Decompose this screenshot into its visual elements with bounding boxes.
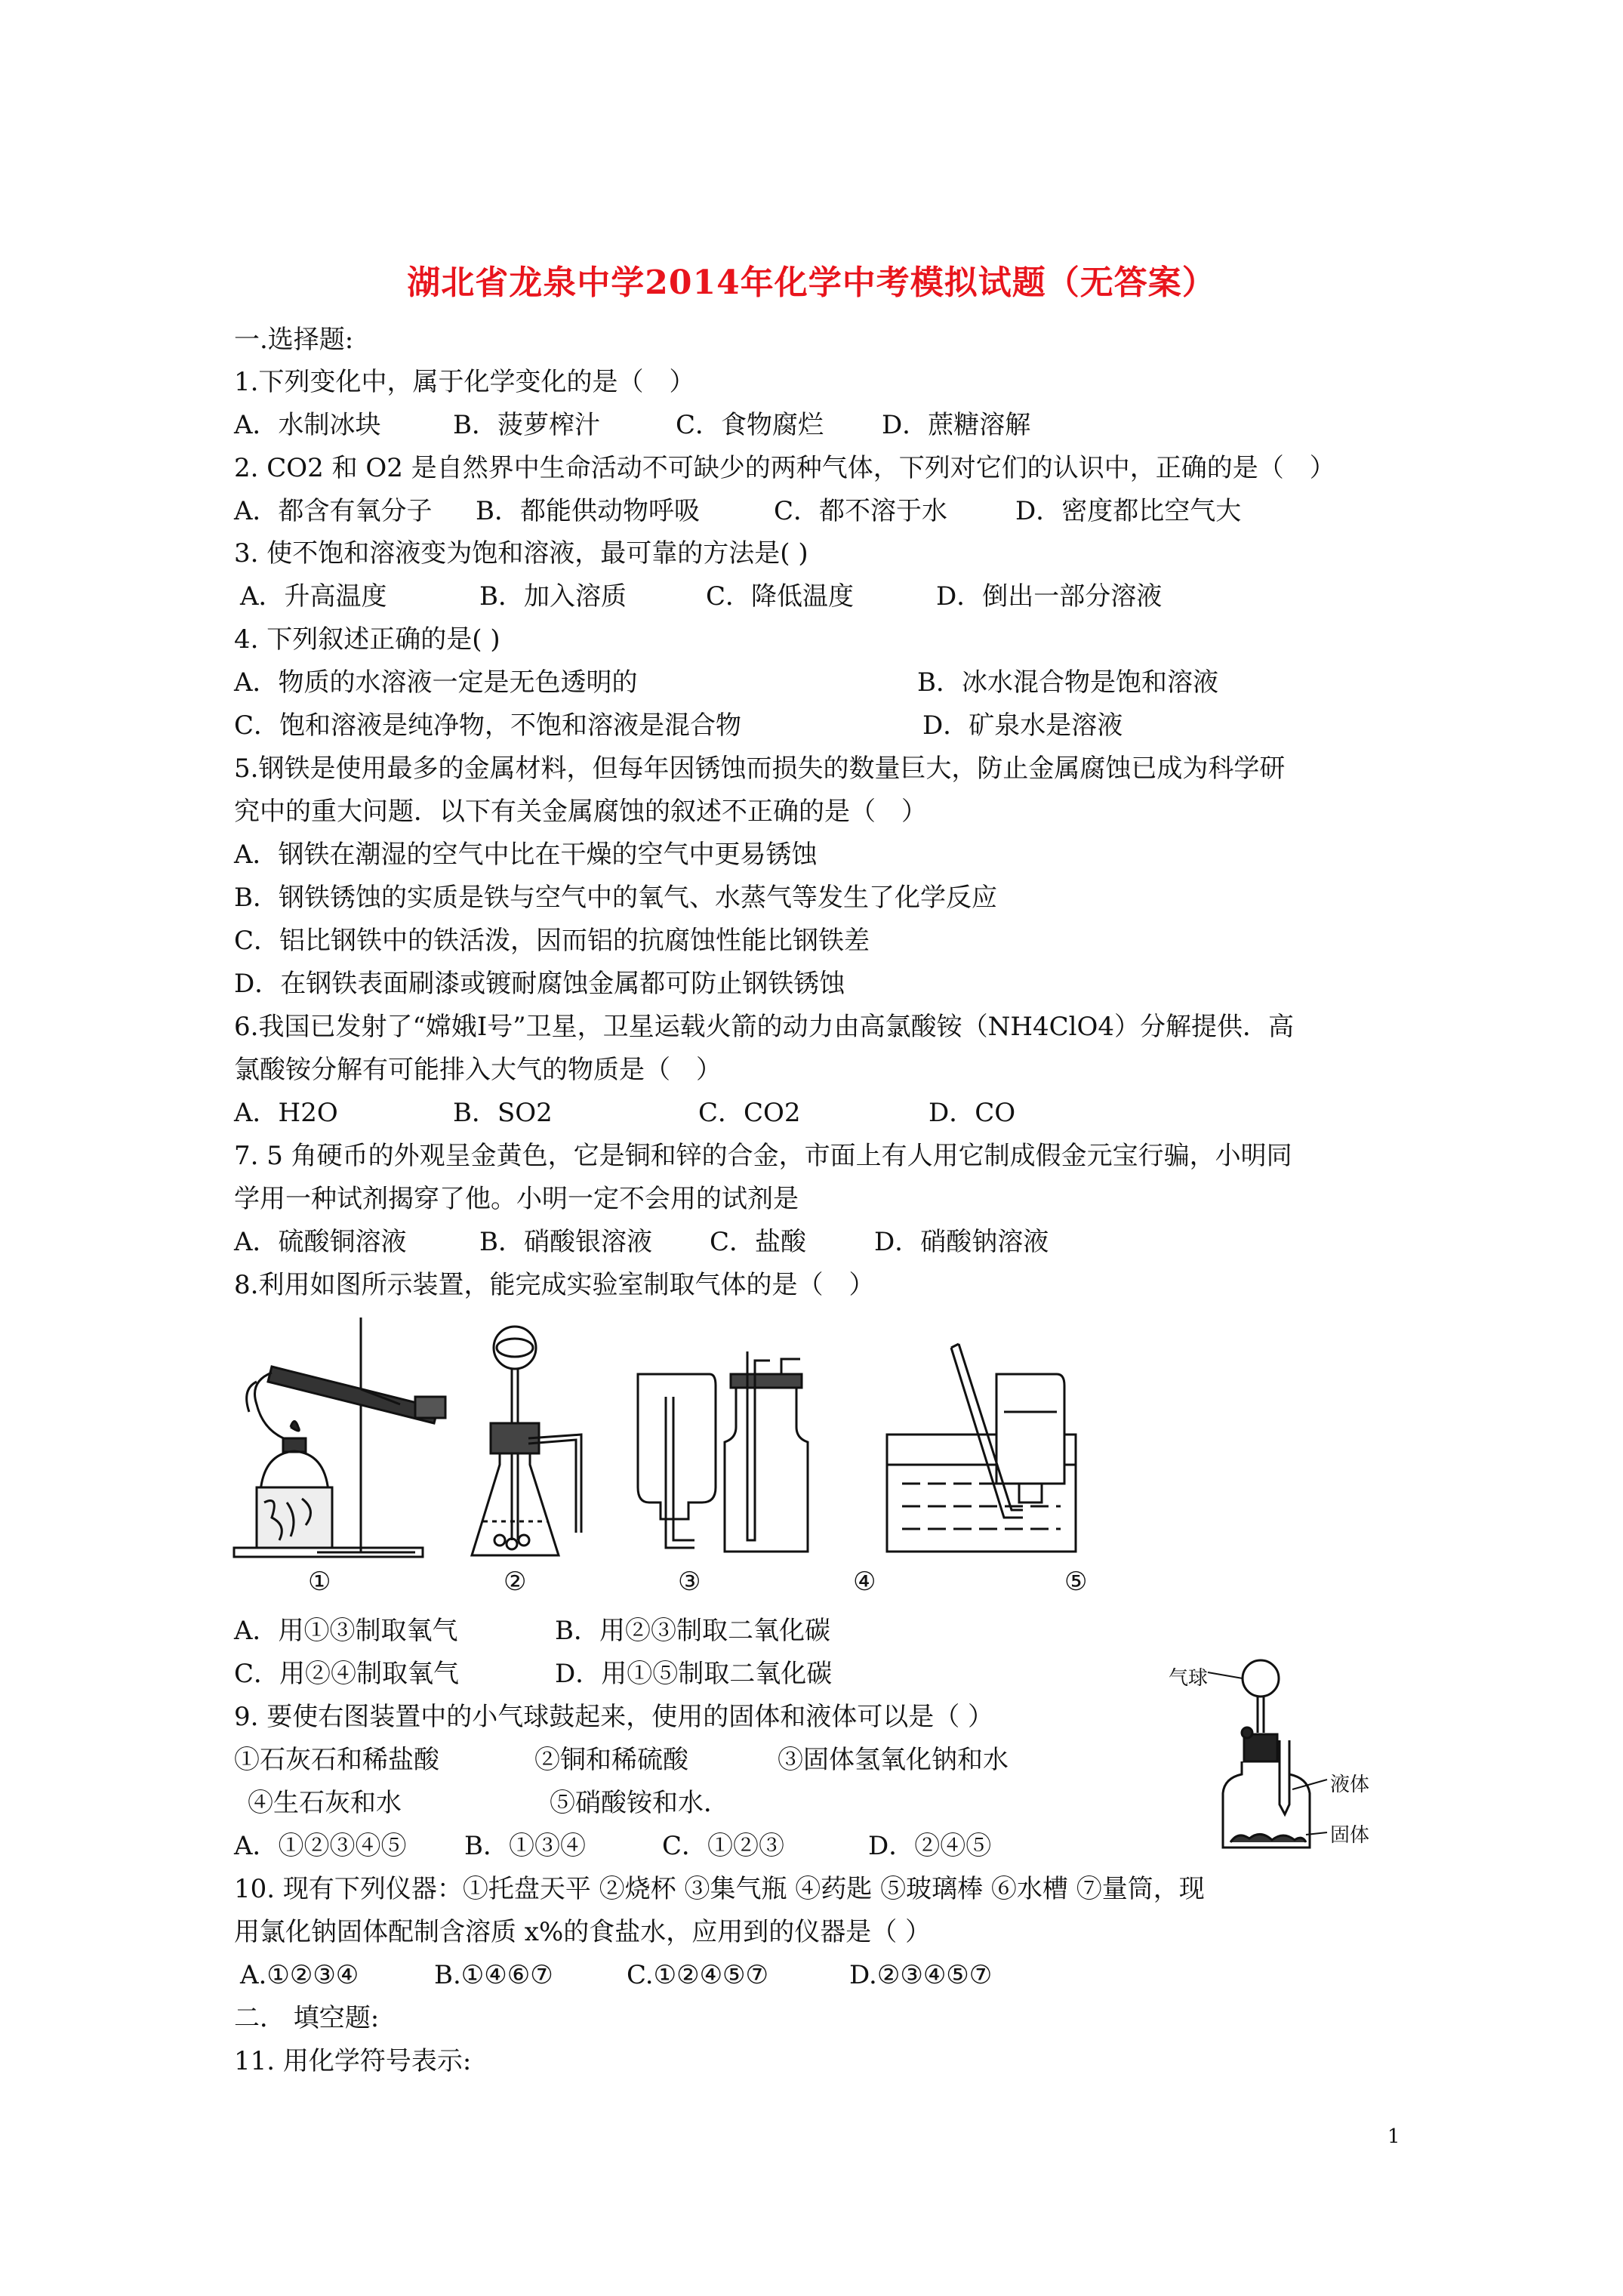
option: D．②④⑤ xyxy=(868,1831,992,1861)
question-stem: 6.我国已发射了“嫦娥Ⅰ号”卫星，卫星运载火箭的动力由高氯酸铵（NH4ClO4）分解提供．高 xyxy=(234,1012,1295,1042)
option: D．在钢铁表面刷漆或镀耐腐蚀金属都可防止钢铁锈蚀 xyxy=(234,969,845,999)
list-item: ②铜和稀硫酸 xyxy=(534,1745,688,1775)
apparatus-3-icon xyxy=(638,1374,716,1548)
option: B．SO2 xyxy=(453,1098,553,1128)
list-item: ④生石灰和水 xyxy=(248,1788,402,1818)
option: C．饱和溶液是纯净物，不饱和溶液是混合物 xyxy=(234,710,742,741)
question-stem: 11. 用化学符号表示: xyxy=(234,2046,472,2076)
option: B．钢铁锈蚀的实质是铁与空气中的氧气、水蒸气等发生了化学反应 xyxy=(234,883,997,913)
question-stem: 1.下列变化中，属于化学变化的是（ ） xyxy=(234,367,695,397)
list-item: ③固体氢氧化钠和水 xyxy=(778,1745,1009,1775)
list-item: ①石灰石和稀盐酸 xyxy=(234,1745,439,1775)
question-stem: 10. 现有下列仪器：①托盘天平 ②烧杯 ③集气瓶 ④药匙 ⑤玻璃棒 ⑥水槽 ⑦量筒，现 xyxy=(234,1874,1205,1904)
question-stem: 9. 要使右图装置中的小气球鼓起来，使用的固体和液体可以是（ ） xyxy=(234,1702,994,1732)
option: C．盐酸 xyxy=(710,1227,807,1257)
option: A．升高温度 xyxy=(240,581,387,612)
question-stem: 8.利用如图所示装置，能完成实验室制取气体的是（ ） xyxy=(234,1270,875,1300)
figure-label: ② xyxy=(504,1567,527,1597)
option: C．食物腐烂 xyxy=(676,410,824,440)
option: A.①②③④ xyxy=(240,1960,359,1990)
option: D.②③④⑤⑦ xyxy=(849,1960,993,1990)
option: B．都能供动物呼吸 xyxy=(476,496,700,526)
option: D．CO xyxy=(929,1098,1016,1128)
option: A．水制冰块 xyxy=(234,410,381,440)
option: D．倒出一部分溶液 xyxy=(936,581,1163,612)
option: C．①②③ xyxy=(662,1831,785,1861)
option: A．都含有氧分子 xyxy=(234,496,433,526)
question-stem: 5.钢铁是使用最多的金属材料，但每年因锈蚀而损失的数量巨大，防止金属腐蚀已成为科学研 xyxy=(234,754,1286,784)
option: D．蔗糖溶解 xyxy=(882,410,1031,440)
figure-label: 气球 xyxy=(1169,1667,1209,1690)
question-stem: 用氯化钠固体配制含溶质 x%的食盐水，应用到的仪器是（ ） xyxy=(234,1917,932,1947)
section-heading: 一.选择题: xyxy=(234,325,354,355)
option: B.①④⑥⑦ xyxy=(434,1960,553,1990)
option: B．硝酸银溶液 xyxy=(479,1227,652,1257)
option: C．降低温度 xyxy=(706,581,855,612)
option: D．硝酸钠溶液 xyxy=(874,1227,1049,1257)
option: A．H2O xyxy=(234,1098,338,1128)
apparatus-4-icon xyxy=(725,1351,808,1552)
option: B．菠萝榨汁 xyxy=(453,410,600,440)
figure-label: 固体 xyxy=(1330,1824,1370,1847)
list-item: ⑤硝酸铵和水． xyxy=(550,1788,729,1818)
question-stem: 学用一种试剂揭穿了他。小明一定不会用的试剂是 xyxy=(234,1184,799,1214)
figure-label: ① xyxy=(308,1567,331,1597)
option: C．用②④制取氧气 xyxy=(234,1659,460,1689)
option: B．用②③制取二氧化碳 xyxy=(555,1616,830,1646)
option: C．CO2 xyxy=(698,1098,801,1128)
question-stem: 究中的重大问题．以下有关金属腐蚀的叙述不正确的是（ ） xyxy=(234,797,927,827)
figure-label: ⑤ xyxy=(1064,1567,1088,1597)
question-stem: 氯酸铵分解有可能排入大气的物质是（ ） xyxy=(234,1055,722,1085)
apparatus-2-icon xyxy=(472,1327,581,1555)
option: D．用①⑤制取二氧化碳 xyxy=(555,1659,833,1689)
apparatus-5-icon xyxy=(887,1344,1076,1552)
option: A．钢铁在潮湿的空气中比在干燥的空气中更易锈蚀 xyxy=(234,840,818,870)
option: B．①③④ xyxy=(464,1831,586,1861)
question-stem: 2. CO2 和 O2 是自然界中生命活动不可缺少的两种气体，下列对它们的认识中，正确的是（ ） xyxy=(234,453,1335,483)
figure-label: 液体 xyxy=(1330,1774,1370,1796)
option: A．物质的水溶液一定是无色透明的 xyxy=(234,667,638,698)
question-stem: 4. 下列叙述正确的是( ) xyxy=(234,624,500,655)
apparatus-1-icon xyxy=(234,1318,445,1557)
section-heading: 二． 填空题: xyxy=(234,2003,380,2033)
option: A．①②③④⑤ xyxy=(234,1831,407,1861)
option: A．硫酸铜溶液 xyxy=(234,1227,407,1257)
option: C．都不溶于水 xyxy=(774,496,948,526)
question-stem: 7. 5 角硬币的外观呈金黄色，它是铜和锌的合金，市面上有人用它制成假金元宝行骗，小明同 xyxy=(234,1141,1292,1171)
option: A．用①③制取氧气 xyxy=(234,1616,458,1646)
option: C.①②④⑤⑦ xyxy=(627,1960,769,1990)
option: D．矿泉水是溶液 xyxy=(922,710,1123,741)
option: D．密度都比空气大 xyxy=(1015,496,1242,526)
page-title: 湖北省龙泉中学2014年化学中考模拟试题（无答案） xyxy=(407,264,1216,302)
page-number: 1 xyxy=(1387,2125,1400,2148)
apparatus-figure xyxy=(226,1314,1193,1563)
option: B．冰水混合物是饱和溶液 xyxy=(917,667,1218,698)
figure-label: ④ xyxy=(853,1567,876,1597)
option: C．铝比钢铁中的铁活泼，因而铝的抗腐蚀性能比钢铁差 xyxy=(234,926,870,956)
question-stem: 3. 使不饱和溶液变为饱和溶液，最可靠的方法是( ) xyxy=(234,538,808,569)
option: B．加入溶质 xyxy=(479,581,627,612)
figure-label: ③ xyxy=(678,1567,701,1597)
